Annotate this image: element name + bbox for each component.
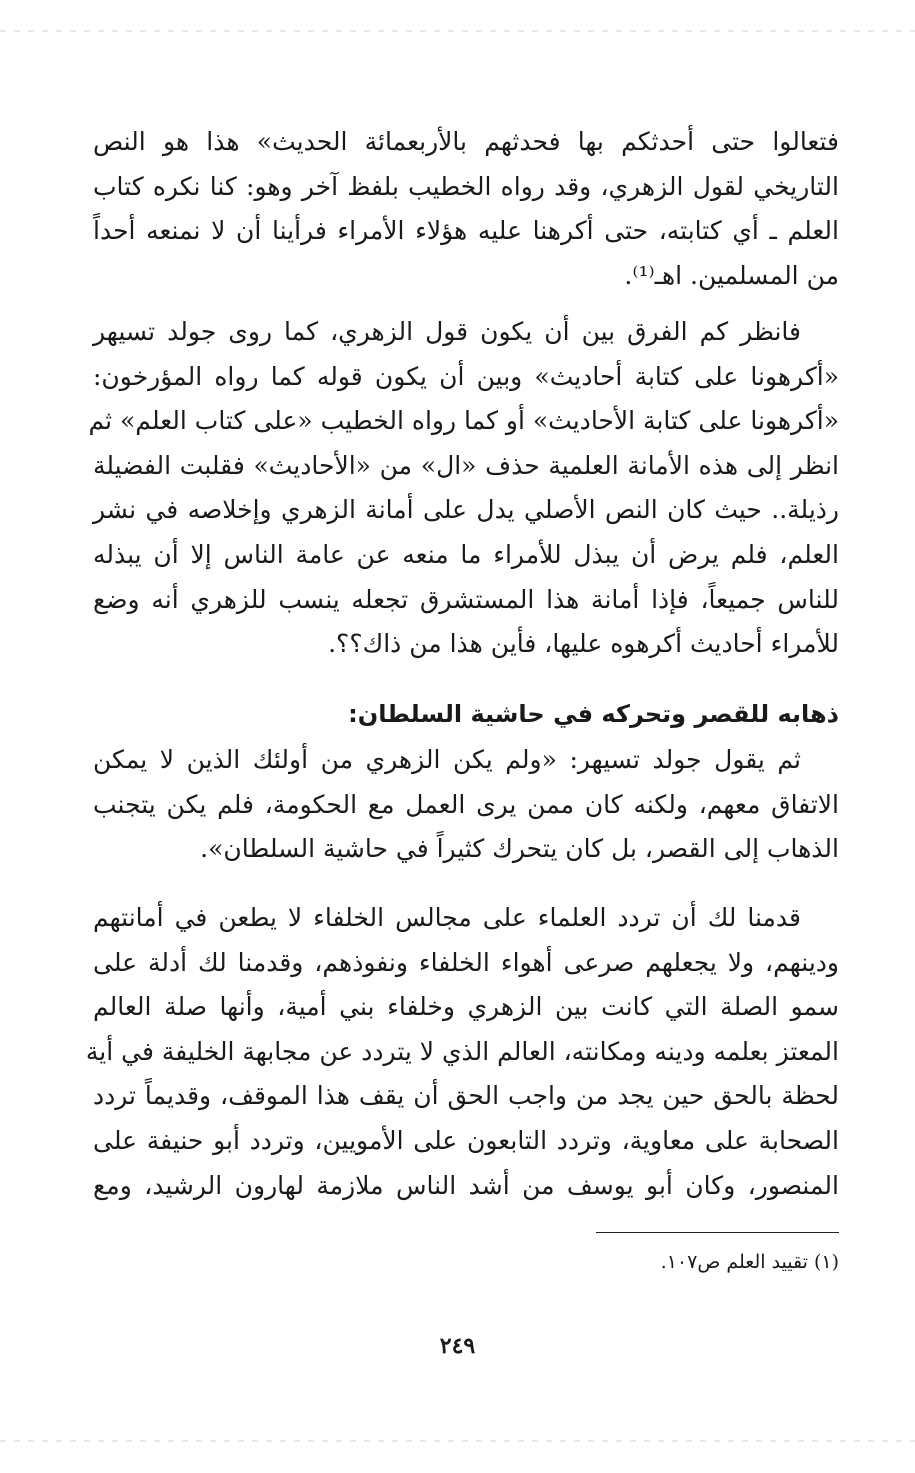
text-line: سمو الصلة التي كانت بين الزهري وخلفاء بني أمية، وأنها صلة العالم xyxy=(93,992,839,1022)
scan-edge-bottom xyxy=(0,1440,915,1442)
text-line: من المسلمين. اهـ⁽¹⁾. xyxy=(624,260,839,290)
text-line: التاريخي لقول الزهري، وقد رواه الخطيب بلفظ آخر وهو: كنا نكره كتاب xyxy=(93,171,839,201)
text-line: العلم، فلم يرض أن يبذل للأمراء ما منعه عن عامة الناس إلا أن يبذله xyxy=(93,539,839,569)
paragraph-4 xyxy=(85,896,839,1208)
paragraph-3 xyxy=(93,738,839,872)
text-line: ودينهم، ولا يجعلهم صرعى أهواء الخلفاء ونفوذهم، وقدمنا لك أدلة على xyxy=(93,947,839,977)
text-line: الذهاب إلى القصر، بل كان يتحرك كثيراً في حاشية السلطان». xyxy=(200,834,839,864)
text-line: «أكرهونا على كتابة الأحاديث» أو كما رواه الخطيب «على كتاب العلم» ثم xyxy=(88,406,839,436)
paragraph-1 xyxy=(93,120,839,298)
page-number: ٢٤٩ xyxy=(439,1333,476,1359)
footnote: (١) تقييد العلم ص١٠٧. xyxy=(660,1251,839,1273)
paragraph-2 xyxy=(88,310,839,667)
text-line: المنصور، وكان أبو يوسف من أشد الناس ملازمة لهارون الرشيد، ومع xyxy=(93,1170,839,1200)
text-line: فانظر كم الفرق بين أن يكون قول الزهري، كما روى جولد تسيهر xyxy=(93,317,801,346)
text-line: العلم ـ أي كتابته، حتى أكرهنا عليه هؤلاء الأمراء فرأينا أن لا نمنعه أحداً xyxy=(93,216,839,246)
text-line: للأمراء أحاديث أكرهوه عليها، فأين هذا من ذاك؟؟. xyxy=(328,629,839,659)
text-line: «أكرهونا على كتابة أحاديث» وبين أن يكون قوله كما رواه المؤرخون: xyxy=(93,361,839,391)
text-line: للناس جميعاً، فإذا أمانة هذا المستشرق تجعله ينسب للزهري أنه وضع xyxy=(93,584,839,614)
text-line: فتعالوا حتى أحدثكم بها فحدثهم بالأربعمائة الحديث» هذا هو النص xyxy=(93,127,839,156)
text-line: ثم يقول جولد تسيهر: «ولم يكن الزهري من أولئك الذين لا يمكن xyxy=(93,745,801,774)
text-line: لحظة بالحق حين يجد من واجب الحق أن يقف هذا الموقف، وقديماً تردد xyxy=(93,1081,839,1111)
section-heading: ذهابه للقصر وتحركه في حاشية السلطان: xyxy=(348,700,839,728)
text-line: الصحابة على معاوية، وتردد التابعون على الأمويين، وتردد أبو حنيفة على xyxy=(93,1125,839,1155)
footnote-divider xyxy=(596,1232,839,1233)
scan-edge-top xyxy=(0,30,915,32)
text-line: الاتفاق معهم، ولكنه كان ممن يرى العمل مع الحكومة، فلم يكن يتجنب xyxy=(93,789,839,819)
text-line: انظر إلى هذه الأمانة العلمية حذف «ال» من «الأحاديث» فقلبت الفضيلة xyxy=(93,450,839,480)
text-line: المعتز بعلمه ودينه ومكانته، العالم الذي لا يتردد عن مجابهة الخليفة في أية xyxy=(85,1036,839,1066)
text-line: قدمنا لك أن تردد العلماء على مجالس الخلفاء لا يطعن في أمانتهم xyxy=(93,903,801,932)
text-line: رذيلة.. حيث كان النص الأصلي يدل على أمانة الزهري وإخلاصه في نشر xyxy=(93,495,839,525)
